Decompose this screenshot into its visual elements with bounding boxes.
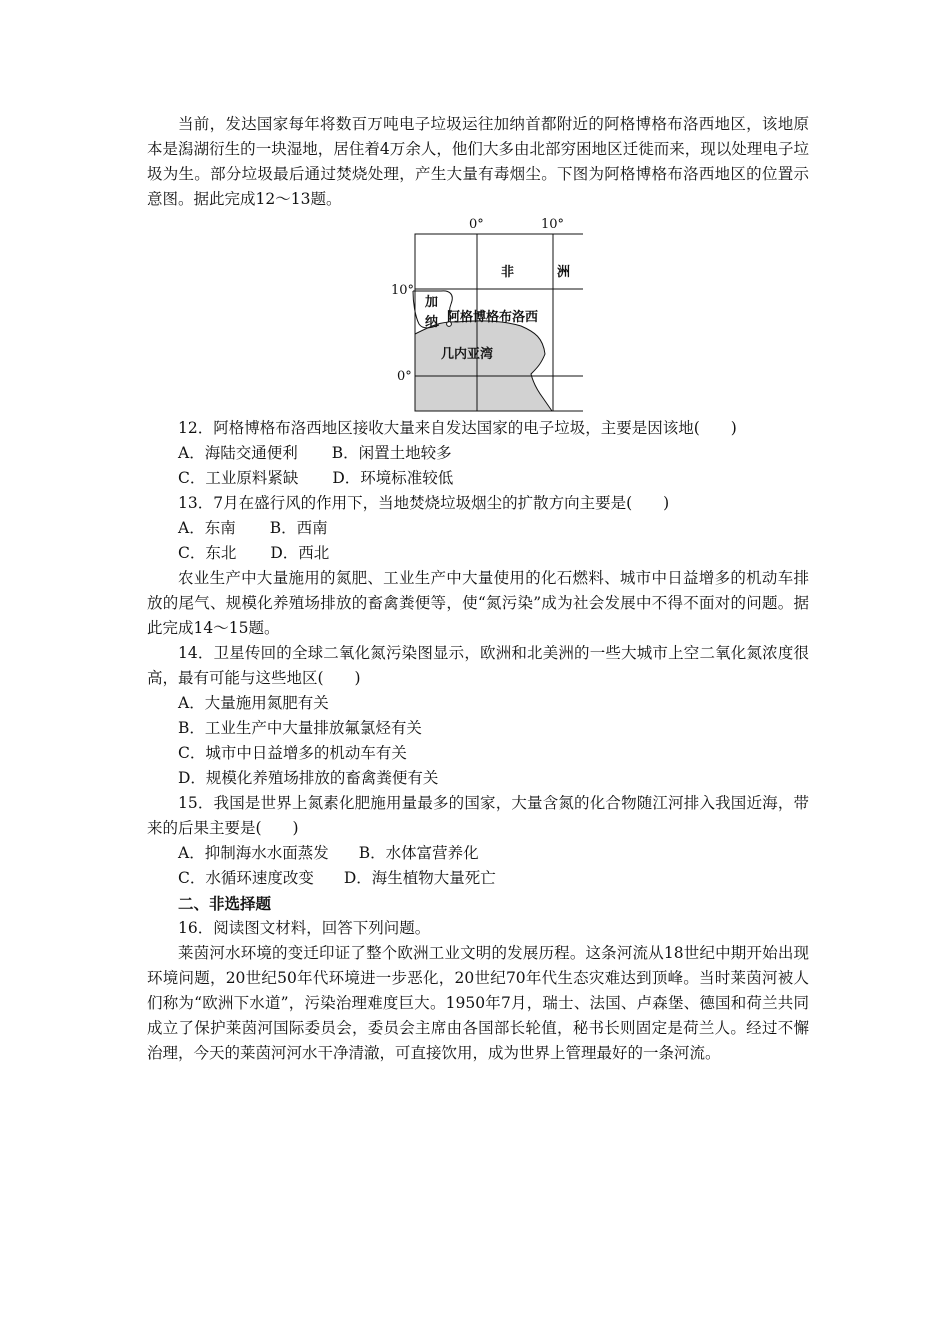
- q15-option-b[interactable]: B．水体富营养化: [358, 844, 479, 862]
- question-13-stem: 13．7月在盛行风的作用下，当地焚烧垃圾烟尘的扩散方向主要是( ): [178, 494, 670, 512]
- q15-option-c[interactable]: C．水循环速度改变: [178, 869, 314, 887]
- lat-0-label: 0°: [397, 369, 412, 384]
- ghana-label-1: 加: [425, 295, 439, 310]
- gulf-label: 几内亚湾: [441, 347, 494, 362]
- ghana-label-2: 纳: [425, 315, 439, 330]
- location-map: [147, 214, 809, 414]
- intro-paragraph-14-15: 农业生产中大量施用的氮肥、工业生产中大量使用的化石燃料、城市中日益增多的机动车排放的尾气、规模化养殖场排放的畜禽粪便等，使“氮污染”成为社会发展中不得不面对的问题。据此完成14～15题。: [147, 569, 809, 637]
- africa-label-1: 非: [501, 265, 515, 280]
- question-13-options-row1: [147, 516, 809, 541]
- q12-option-c[interactable]: C．工业原料紧缺: [178, 469, 299, 487]
- q13-option-a[interactable]: A．东南: [178, 519, 236, 537]
- question-15-stem: 15．我国是世界上氮素化肥施用量最多的国家，大量含氮的化合物随江河排入我国近海，带来的后果主要是( ): [147, 794, 809, 837]
- q14-option-a[interactable]: A．大量施用氮肥有关: [178, 694, 329, 712]
- map-figure: [383, 214, 583, 414]
- question-12-options-row1: [147, 441, 809, 466]
- q14-option-d[interactable]: D．规模化养殖场排放的畜禽粪便有关: [178, 769, 439, 787]
- intro-paragraph-12-13: 当前，发达国家每年将数百万吨电子垃圾运往加纳首都附近的阿格博格布洛西地区，该地原本是潟湖衍生的一块湿地，居住着4万余人，他们大多由北部穷困地区迁徙而来，现以处理电子垃圾为生。部分垃圾最后通过焚烧处理，产生大量有毒烟尘。下图为阿格博格布洛西地区的位置示意图。据此完成12～13题。: [147, 115, 809, 208]
- lat-10-label: 10°: [391, 283, 415, 298]
- question-12-stem: 12．阿格博格布洛西地区接收大量来自发达国家的电子垃圾，主要是因该地( ): [178, 419, 737, 437]
- question-15-options-row2: [147, 866, 809, 891]
- gulf-sea-area: [415, 321, 552, 411]
- question-12-options-row2: [147, 466, 809, 491]
- lon-10-label: 10°: [541, 217, 565, 232]
- q12-option-b[interactable]: B．闲置土地较多: [331, 444, 452, 462]
- q13-option-b[interactable]: B．西南: [269, 519, 328, 537]
- section-heading-non-choice: 二、非选择题: [178, 894, 272, 913]
- question-13-options-row2: [147, 541, 809, 566]
- question-16-stem: 16．阅读图文材料，回答下列问题。: [178, 919, 431, 937]
- q12-option-a[interactable]: A．海陆交通便利: [178, 444, 298, 462]
- q13-option-c[interactable]: C．东北: [178, 544, 237, 562]
- question-15-options-row1: [147, 841, 809, 866]
- q13-option-d[interactable]: D．西北: [270, 544, 330, 562]
- q14-option-b[interactable]: B．工业生产中大量排放氟氯烃有关: [178, 719, 422, 737]
- q15-option-a[interactable]: A．抑制海水水面蒸发: [178, 844, 329, 862]
- lon-0-label: 0°: [469, 217, 484, 232]
- question-14-stem: 14．卫星传回的全球二氧化氮污染图显示，欧洲和北美洲的一些大城市上空二氧化氮浓度很高，最有可能与这些地区( ): [147, 644, 809, 687]
- rhine-passage: 莱茵河水环境的变迁印证了整个欧洲工业文明的发展历程。这条河流从18世纪中期开始出现环境问题，20世纪50年代环境进一步恶化，20世纪70年代生态灾难达到顶峰。当时莱茵河被人们称为“欧洲下水道”，污染治理难度巨大。1950年7月，瑞士、法国、卢森堡、德国和荷兰共同成立了保护莱茵河国际委员会，委员会主席由各国部长轮值，秘书长则固定是荷兰人。经过不懈治理，今天的莱茵河河水干净清澈，可直接饮用，成为世界上管理最好的一条河流。: [147, 944, 809, 1062]
- africa-label-2: 洲: [557, 265, 571, 280]
- q15-option-d[interactable]: D．海生植物大量死亡: [343, 869, 496, 887]
- document-page: [147, 112, 809, 1066]
- site-label: 阿格博格布洛西: [447, 310, 539, 325]
- q12-option-d[interactable]: D．环境标准较低: [332, 469, 454, 487]
- q14-option-c[interactable]: C．城市中日益增多的机动车有关: [178, 744, 407, 762]
